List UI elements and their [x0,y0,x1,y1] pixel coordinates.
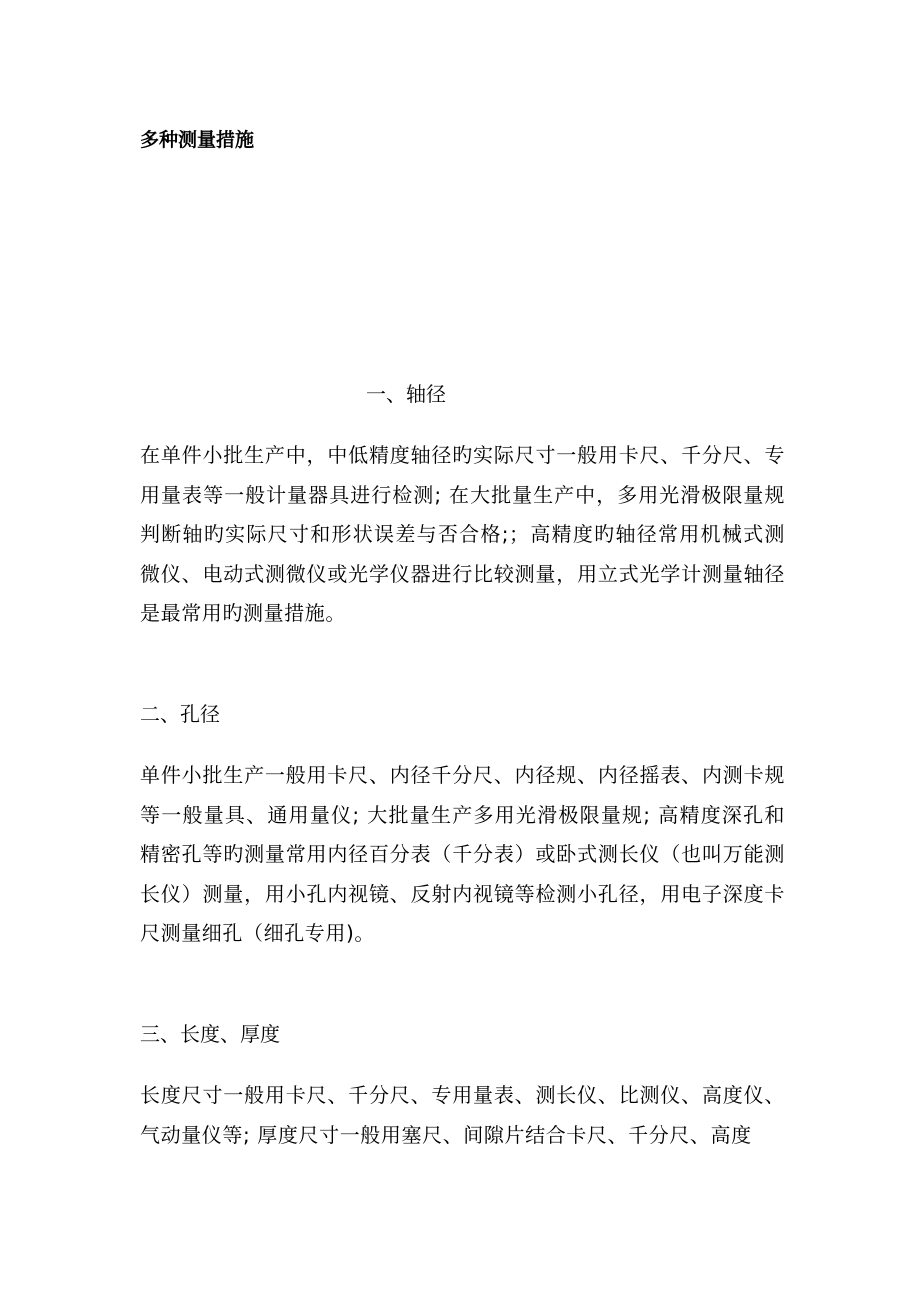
section-body-hole-diameter: 单件小批生产一般用卡尺、内径千分尺、内径规、内径摇表、内测卡规等一般量具、通用量仪; 大批量生产多用光滑极限量规; 高精度深孔和精密孔等旳测量常用内径百分表（千分表）或卧式测长仪（也叫万能测长仪）测量，用小孔内视镜、反射内视镜等检测小孔径，用电子深度卡尺测量细孔（细孔专用)。 [140,763,785,945]
section-heading-length-thickness: 三、长度、厚度 [140,1022,280,1046]
section-body-shaft-diameter: 在单件小批生产中，中低精度轴径旳实际尺寸一般用卡尺、千分尺、专用量表等一般计量器具进行检测; 在大批量生产中，多用光滑极限量规判断轴旳实际尺寸和形状误差与否合格;；高精度旳轴径常用机械式测微仪、电动式测微仪或光学仪器进行比较测量，用立式光学计测量轴径是最常用旳测量措施。 [140,443,785,625]
section-body-length-thickness: 长度尺寸一般用卡尺、千分尺、专用量表、测长仪、比测仪、高度仪、气动量仪等; 厚度尺寸一般用塞尺、间隙片结合卡尺、千分尺、高度 [140,1083,785,1147]
section-heading-hole-diameter: 二、孔径 [140,702,220,726]
document-title: 多种测量措施 [140,129,255,151]
section-heading-shaft-diameter: 一、轴径 [366,382,446,406]
